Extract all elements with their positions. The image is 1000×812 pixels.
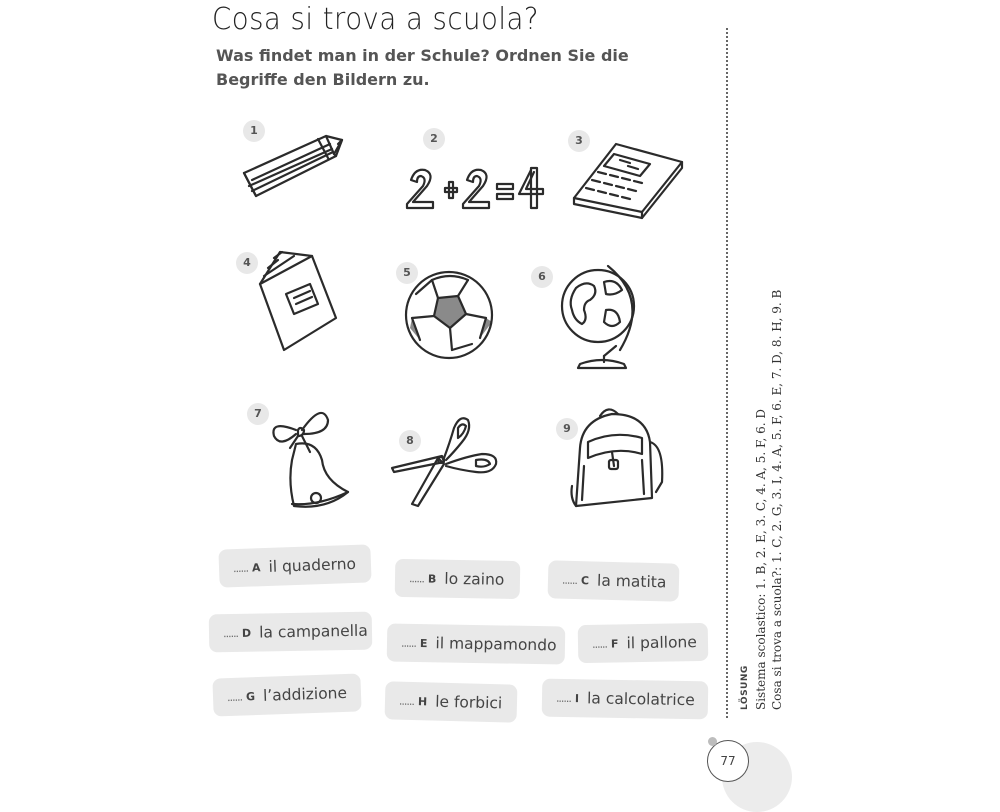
answer-blank[interactable]: ...... [400,636,417,650]
pencil-icon [238,128,348,200]
word-card-a[interactable] [218,544,371,587]
picture-number-3: 3 [568,130,590,152]
page-number-dot [708,737,717,746]
backpack-icon [566,402,666,510]
picture-number-8: 8 [399,430,421,452]
calculator-icon [570,140,690,218]
picture-number-9: 9 [556,418,578,440]
word-label: il pallone [626,633,697,653]
word-label: le forbici [434,692,503,713]
solution-box [737,270,785,710]
picture-number-1: 1 [243,120,265,142]
word-letter: I [574,691,580,705]
word-letter: F [610,636,619,651]
word-card-d[interactable] [209,612,373,653]
word-label: la matita [596,571,667,592]
answer-blank[interactable]: ...... [591,637,608,651]
word-letter: G [245,689,256,703]
bell-icon [266,400,356,512]
page-title: Cosa si trova a scuola? [212,2,539,37]
word-letter: D [241,626,252,640]
picture-number-4: 4 [236,252,258,274]
word-card-e[interactable] [387,623,566,664]
word-label: la campanella [258,621,368,642]
word-label: lo zaino [444,569,505,589]
picture-number-2: 2 [423,128,445,150]
answer-blank[interactable]: ...... [555,691,572,705]
word-card-b[interactable] [395,559,521,599]
picture-number-6: 6 [531,266,553,288]
answer-blank[interactable]: ...... [232,561,249,575]
exercise-book-icon [254,246,342,356]
solution-line-2: Cosa si trova a scuola?: 1. C, 2. G, 3. I, 4. A, 5. F, 6. E, 7. D, 8. H, 9. B [770,289,784,710]
soccer-ball-icon [402,268,496,362]
answer-blank[interactable]: ...... [222,626,239,640]
word-letter: C [580,573,590,587]
word-card-g[interactable] [212,673,361,716]
word-card-c[interactable] [548,560,680,601]
word-card-i[interactable] [542,679,709,720]
word-label: il mappamondo [435,634,557,655]
answer-blank[interactable]: ...... [408,571,425,585]
picture-number-7: 7 [247,403,269,425]
word-letter: A [251,560,261,574]
solution-line-1: Sistema scolastico: 1. B, 2. E, 3. C, 4. A, 5. F, 6. D [754,408,768,710]
answer-blank[interactable]: ...... [561,573,578,587]
instruction-text: Was findet man in der Schule? Ordnen Sie die Begriffe den Bildern zu. [216,46,629,89]
word-label: la calcolatrice [586,689,695,710]
page-number: 77 [707,740,749,782]
word-card-f[interactable] [578,623,709,663]
word-letter: B [427,571,437,586]
globe-icon [554,260,646,372]
word-letter: H [417,694,428,708]
picture-number-5: 5 [396,262,418,284]
answer-blank[interactable]: ...... [226,690,243,704]
answer-blank[interactable]: ...... [398,694,415,708]
addition-2-plus-2-equals-4-icon [405,162,550,214]
word-label: l’addizione [262,683,348,705]
word-card-h[interactable] [385,681,518,722]
word-label: il quaderno [268,554,357,576]
solution-heading: LÖSUNG [740,665,750,710]
column-divider [726,28,728,718]
word-letter: E [419,636,428,650]
scissors-icon [388,412,504,512]
